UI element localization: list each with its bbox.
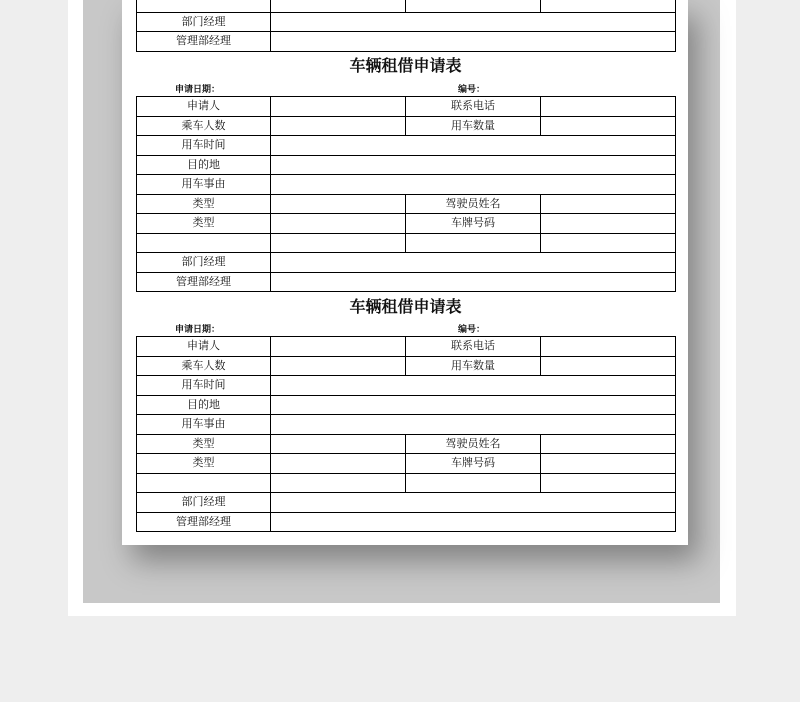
table-row <box>137 116 676 136</box>
use-time-label: 用车时间 <box>137 376 271 396</box>
dept-manager-label: 部门经理 <box>137 493 271 513</box>
use-time-label: 用车时间 <box>137 136 271 156</box>
table-row <box>137 454 676 474</box>
table-row <box>137 493 676 513</box>
admin-manager-label: 管理部经理 <box>137 272 271 292</box>
table-row <box>137 214 676 234</box>
table-row <box>137 175 676 195</box>
table-row <box>137 337 676 357</box>
applicant-label: 申请人 <box>137 337 271 357</box>
applicant-label: 申请人 <box>137 97 271 117</box>
apply-date-label: 申请日期： <box>175 325 221 335</box>
table-row <box>137 194 676 214</box>
table-row <box>137 473 676 493</box>
destination-label: 目的地 <box>137 395 271 415</box>
type-label: 类型 <box>137 194 271 214</box>
form-table <box>136 96 676 292</box>
table-row <box>137 395 676 415</box>
reason-label: 用车事由 <box>137 415 271 435</box>
table-row <box>137 136 676 156</box>
type-label: 类型 <box>137 214 271 234</box>
table-row <box>137 253 676 273</box>
number-label: 编号： <box>458 325 486 335</box>
form-table <box>136 336 676 532</box>
admin-manager-label: 管理部经理 <box>137 512 271 532</box>
dept-manager-label: 部门经理 <box>137 12 271 32</box>
table-row <box>137 32 676 52</box>
form-title: 车辆租借申请表 <box>349 297 462 316</box>
table-row <box>137 272 676 292</box>
plate-number-label: 车牌号码 <box>406 214 541 234</box>
driver-name-label: 驾驶员姓名 <box>406 194 541 214</box>
apply-date-label: 申请日期： <box>175 85 221 95</box>
table-row <box>137 97 676 117</box>
dept-manager-label: 部门经理 <box>137 253 271 273</box>
table-row <box>137 0 676 12</box>
table-row <box>137 233 676 253</box>
table-row <box>137 12 676 32</box>
form-table-partial <box>136 0 676 52</box>
vehicle-count-label: 用车数量 <box>406 356 541 376</box>
table-row <box>137 512 676 532</box>
table-row <box>137 376 676 396</box>
type-label: 类型 <box>137 434 271 454</box>
table-row <box>137 415 676 435</box>
form-title: 车辆租借申请表 <box>349 56 462 75</box>
passengers-label: 乘车人数 <box>137 356 271 376</box>
destination-label: 目的地 <box>137 155 271 175</box>
driver-name-label: 驾驶员姓名 <box>406 434 541 454</box>
number-label: 编号： <box>458 85 486 95</box>
table-row <box>137 155 676 175</box>
admin-manager-label: 管理部经理 <box>137 32 271 52</box>
table-row <box>137 356 676 376</box>
reason-label: 用车事由 <box>137 175 271 195</box>
passengers-label: 乘车人数 <box>137 116 271 136</box>
vehicle-count-label: 用车数量 <box>406 116 541 136</box>
plate-number-label: 车牌号码 <box>406 454 541 474</box>
contact-phone-label: 联系电话 <box>406 97 541 117</box>
type-label: 类型 <box>137 454 271 474</box>
contact-phone-label: 联系电话 <box>406 337 541 357</box>
table-row <box>137 434 676 454</box>
